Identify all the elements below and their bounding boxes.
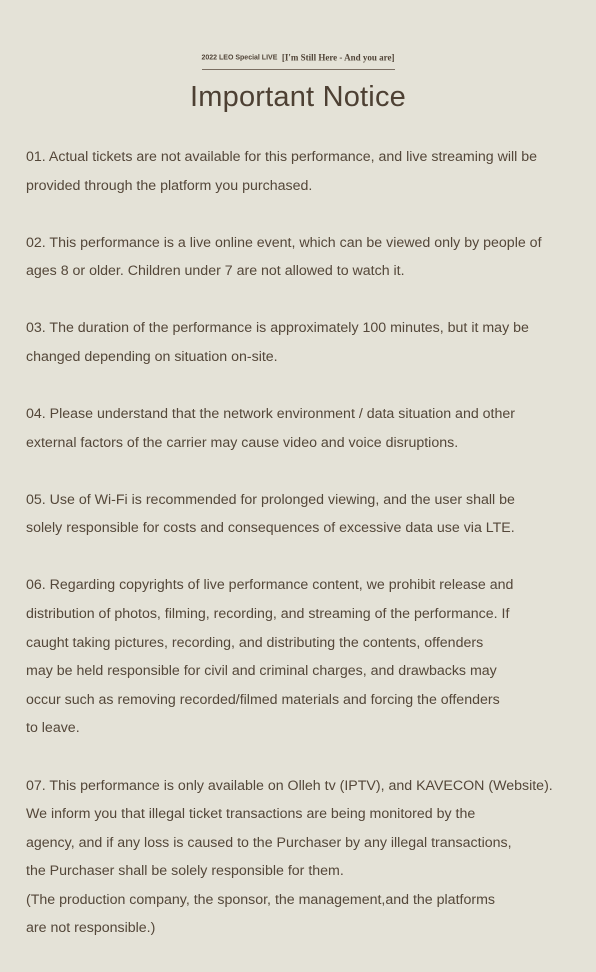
notice-line: are not responsible.) [26, 920, 156, 937]
notice-line: ages 8 or older. Children under 7 are not allowed to watch it. [26, 263, 405, 280]
notice-line: 05. Use of Wi-Fi is recommended for prolonged viewing, and the user shall be [26, 491, 515, 508]
notice-line: distribution of photos, filming, recording, and streaming of the performance. If [26, 606, 510, 623]
notice-line: the Purchaser shall be solely responsible for them. [26, 863, 344, 880]
notice-text [26, 400, 576, 457]
notice-line: 02. This performance is a live online event, which can be viewed only by people of [26, 234, 542, 251]
notice-line: caught taking pictures, recording, and distributing the contents, offenders [26, 634, 484, 651]
notice-line: external factors of the carrier may cause video and voice disruptions. [26, 434, 459, 451]
notice-line: 07. This performance is only available on Olleh tv (IPTV), and KAVECON (Website). [26, 777, 553, 794]
notice-text [26, 229, 576, 286]
notice-item-01 [26, 143, 576, 200]
notice-line: may be held responsible for civil and criminal charges, and drawbacks may [26, 663, 497, 680]
notice-line: 06. Regarding copyrights of live performance content, we prohibit release and [26, 577, 514, 594]
notice-item-03 [26, 314, 576, 371]
notice-text [26, 571, 576, 743]
notice-line: 04. Please understand that the network environment / data situation and other [26, 406, 515, 423]
notice-line: changed depending on situation on-site. [26, 348, 278, 365]
notice-item-07 [26, 772, 576, 944]
event-subtitle-main: [I'm Still Here - And you are] [281, 52, 395, 63]
notice-list [26, 143, 576, 972]
notice-item-02 [26, 229, 576, 286]
notice-item-04 [26, 400, 576, 457]
notice-line: agency, and if any loss is caused to the Purchaser by any illegal transactions, [26, 834, 512, 851]
notice-text [26, 486, 576, 543]
notice-line: occur such as removing recorded/filmed materials and forcing the offenders [26, 691, 500, 708]
notice-text [26, 772, 576, 944]
event-subtitle [202, 50, 395, 70]
notice-line: We inform you that illegal ticket transactions are being monitored by the [26, 806, 476, 823]
notice-line: 03. The duration of the performance is approximately 100 minutes, but it may be [26, 320, 529, 337]
event-subtitle-prefix: 2022 LEO Special LIVE [201, 54, 278, 62]
notice-line: 01. Actual tickets are not available for this performance, and live streaming will be [26, 149, 538, 165]
notice-line: solely responsible for costs and consequences of excessive data use via LTE. [26, 520, 515, 537]
notice-item-06 [26, 571, 576, 743]
page-title: Important Notice [190, 81, 406, 113]
notice-line: to leave. [26, 720, 80, 737]
notice-line: provided through the platform you purchased. [26, 177, 313, 194]
notice-item-05 [26, 486, 576, 543]
header [0, 0, 596, 113]
notice-text [26, 314, 576, 371]
notice-text [26, 143, 576, 200]
notice-line: (The production company, the sponsor, the management,and the platforms [26, 891, 495, 908]
